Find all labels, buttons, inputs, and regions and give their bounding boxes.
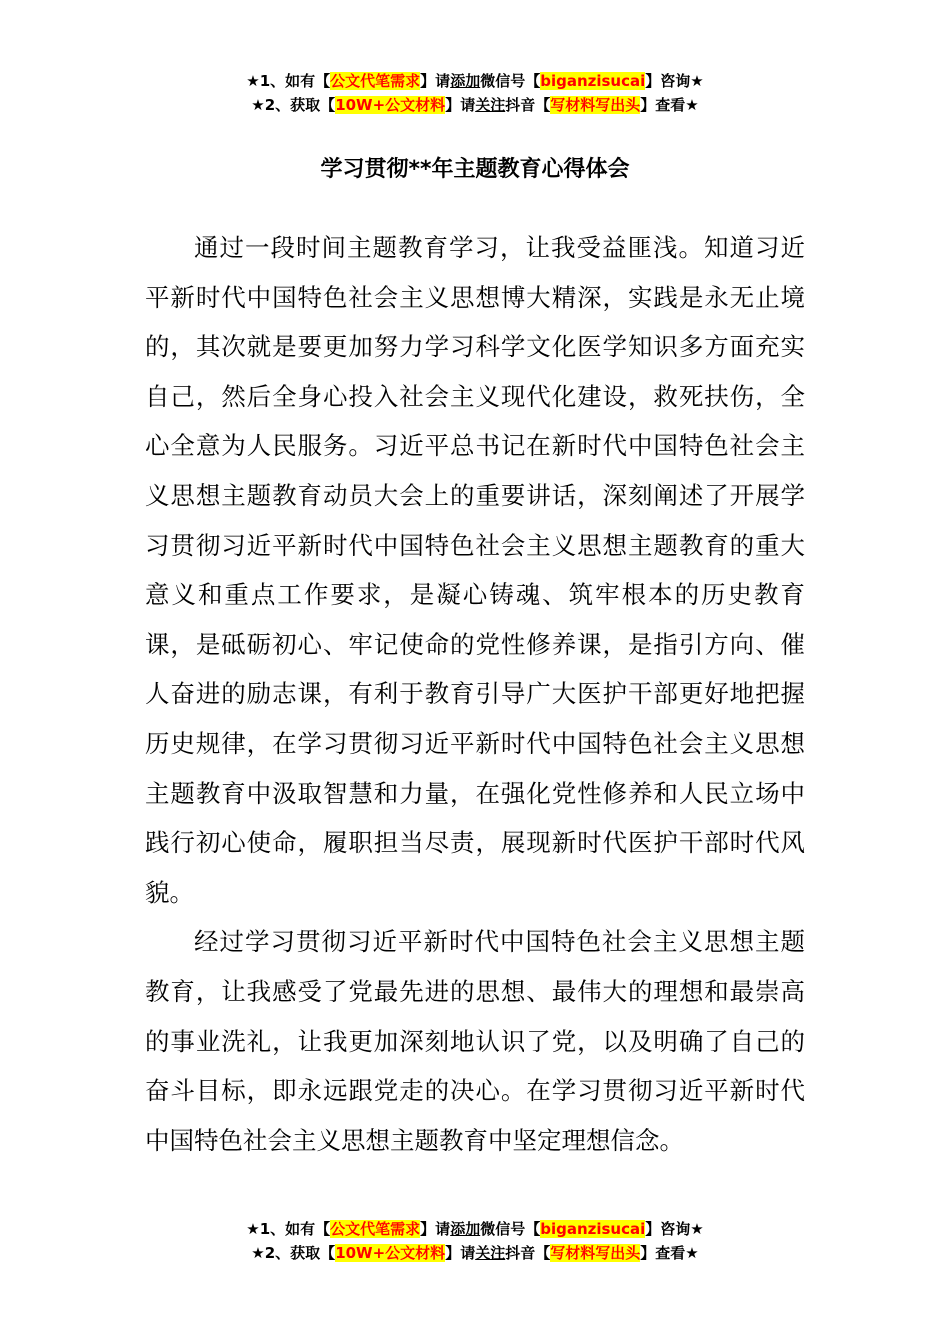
banner-line-2: ★2、获取【10W+公文材料】请关注抖音【写材料写出头】查看★ — [251, 96, 699, 114]
highlight-wechat-id: biganzisucai — [540, 1220, 646, 1238]
highlight-materials: 10W+公文材料 — [335, 96, 446, 114]
document-title: 学习贯彻**年主题教育心得体会 — [320, 157, 630, 182]
header-banner — [0, 69, 950, 117]
footer-line-2: ★2、获取【10W+公文材料】请关注抖音【写材料写出头】查看★ — [251, 1244, 699, 1262]
paragraph-2: 经过学习贯彻习近平新时代中国特色社会主义思想主题教育，让我感受了党最先进的思想、最伟大的理想和最崇高的事业洗礼，让我更加深刻地认识了党，以及明确了自己的奋斗目标，即永远跟党走的决心。在学习贯彻习近平新时代中国特色社会主义思想主题教育中坚定理想信念。 — [145, 927, 805, 1155]
footer-banner — [0, 1217, 950, 1265]
highlight-douyin-id: 写材料写出头 — [550, 96, 641, 114]
document-body — [145, 223, 805, 1165]
highlight-service: 公文代笔需求 — [330, 72, 421, 90]
footer-line-1: ★1、如有【公文代笔需求】请添加微信号【biganzisucai】咨询★ — [246, 1220, 704, 1238]
paragraph-1: 通过一段时间主题教育学习，让我受益匪浅。知道习近平新时代中国特色社会主义思想博大精深，实践是永无止境的，其次就是要更加努力学习科学文化医学知识多方面充实自己，然后全身心投入社会主义现代化建设，救死扶伤，全心全意为人民服务。习近平总书记在新时代中国特色社会主义思想主题教育动员大会上的重要讲话，深刻阐述了开展学习贯彻习近平新时代中国特色社会主义思想主题教育的重大意义和重点工作要求，是凝心铸魂、筑牢根本的历史教育课，是砥砺初心、牢记使命的党性修养课，是指引方向、催人奋进的励志课，有利于教育引导广大医护干部更好地把握历史规律，在学习贯彻习近平新时代中国特色社会主义思想主题教育中汲取智慧和力量，在强化党性修养和人民立场中践行初心使命，履职担当尽责，展现新时代医护干部时代风貌。 — [145, 233, 805, 907]
highlight-materials: 10W+公文材料 — [335, 1244, 446, 1262]
highlight-wechat-id: biganzisucai — [540, 72, 646, 90]
highlight-douyin-id: 写材料写出头 — [550, 1244, 641, 1262]
banner-line-1: ★1、如有【公文代笔需求】请添加微信号【biganzisucai】咨询★ — [246, 72, 704, 90]
highlight-service: 公文代笔需求 — [330, 1220, 421, 1238]
